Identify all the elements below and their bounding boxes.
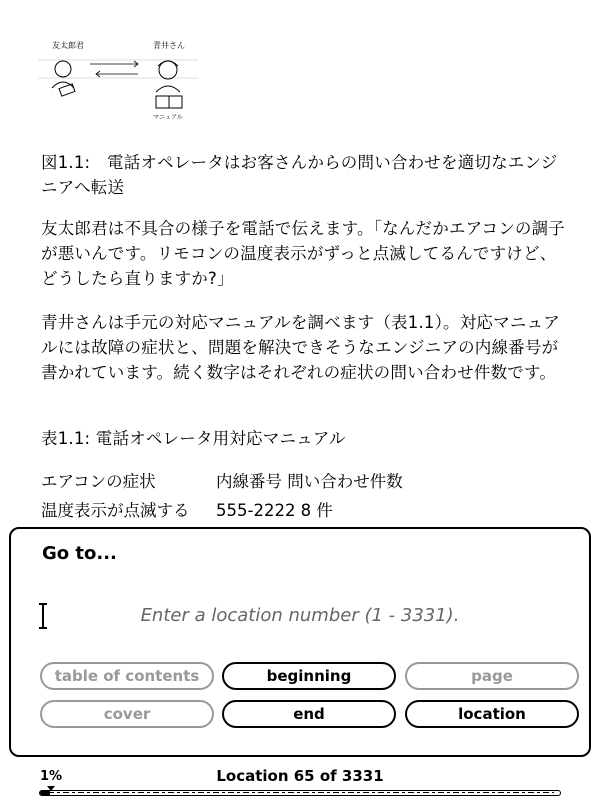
table-cell: 555-2222 8 件	[216, 501, 333, 520]
cover-button[interactable]: cover	[40, 700, 214, 728]
illus-manual-label: マニュアル	[153, 114, 183, 121]
progress-bar[interactable]	[39, 790, 561, 796]
chapter-markers	[48, 792, 554, 793]
location-indicator: Location 65 of 3331	[216, 767, 384, 785]
location-button[interactable]: location	[405, 700, 579, 728]
end-button[interactable]: end	[222, 700, 396, 728]
illus-right-label: 青井さん	[153, 41, 185, 50]
dialog-title: Go to...	[42, 543, 117, 564]
illus-left-label: 友太郎君	[52, 41, 84, 50]
table-of-contents-button[interactable]: table of contents	[40, 662, 214, 690]
location-input[interactable]: Enter a location number (1 - 3331).	[140, 605, 460, 626]
table-header-cell: 内線番号 問い合わせ件数	[216, 472, 403, 491]
table-header-cell: エアコンの症状	[41, 472, 156, 491]
page-button[interactable]: page	[405, 662, 579, 690]
illustration-figure	[38, 36, 203, 122]
beginning-button[interactable]: beginning	[222, 662, 396, 690]
progress-percent: 1%	[40, 769, 63, 784]
table-cell: 温度表示が点滅する	[41, 501, 190, 520]
paragraph: 青井さんは手元の対応マニュアルを調べます（表1.1）。対応マニュアルには故障の症状と、問題を解決できそうなエンジニアの内線番号が書かれています。続く数字はそれぞれの症状の問い合わせ件数です。	[41, 313, 560, 382]
paragraph: 友太郎君は不具合の様子を電話で伝えます。「なんだかエアコンの調子が悪いんです。リモコンの温度表示がずっと点滅してるんですけど、どうしたら直りますか?」	[41, 219, 566, 288]
figure-caption: 図1.1: 電話オペレータはお客さんからの問い合わせを適切なエンジニアへ転送	[41, 153, 558, 197]
table-caption: 表1.1: 電話オペレータ用対応マニュアル	[41, 429, 346, 448]
goto-dialog	[9, 527, 591, 757]
